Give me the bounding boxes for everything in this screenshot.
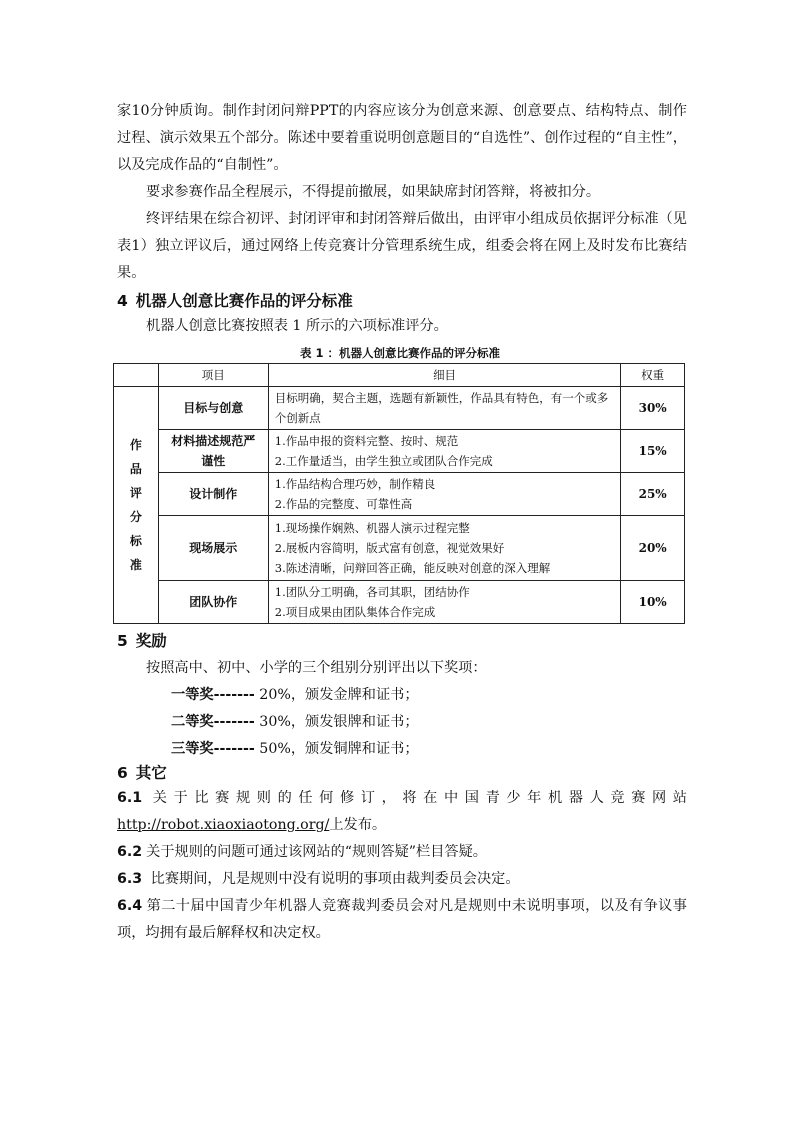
detail-line: 目标明确，契合主题，选题有新颖性，作品具有特色，有一个或多个创新点 [274,391,609,425]
award-desc: 20%，颁发金牌和证书； [254,687,419,703]
website-link[interactable]: http://robot.xiaoxiaotong.org/ [117,817,330,833]
section-5-number: 5 [117,632,128,650]
detail-line: 3.陈述清晰，问辩回答正确，能反映对创意的深入理解 [274,561,551,575]
award-item [171,736,419,763]
table-row [114,516,685,581]
rule-text: 关于规则的问题可通过该网站的“规则答疑”栏目答疑。 [146,844,487,860]
intro-paragraph-1: 家10分钟质询。制作封闭问辩PPT的内容应该分为创意来源、创意要点、结构特点、制作过程、演示效果五个部分。陈述中要着重说明创意题目的“自选性”、创作过程的“自主性”，以及完成作品的“自制性”。 [117,103,687,173]
section-5-heading [117,629,167,653]
detail-line: 1.现场操作娴熟、机器人演示过程完整 [274,521,470,535]
rule-text: 比赛期间，凡是规则中没有说明的事项由裁判委员会决定。 [146,871,520,887]
rule-text: 第二十届中国青少年机器人竞赛裁判委员会对凡是规则中未说明事项，以及有争议事项，均拥有最后解释权和决定权。 [117,898,687,941]
table-caption: 表 1 ：机器人创意比赛作品的评分标准 [299,346,500,360]
detail-cell [268,387,621,430]
award-item [171,682,419,709]
rule-item-6-3 [117,866,687,893]
award-desc: 30%，颁发银牌和证书； [254,714,419,730]
detail-line: 2.作品的完整度、可靠性高 [274,497,413,511]
section-5-text: 按照高中、初中、小学的三个组别分别评出以下奖项： [146,660,487,676]
table-header-row [114,364,685,387]
table-row [114,581,685,624]
detail-line: 1.作品结构合理巧妙，制作精良 [274,477,436,491]
intro-paragraph-3: 终评结果在综合初评、封闭评审和封闭答辩后做出，由评审小组成员依据评分标准（见表1）独立评议后，通过网络上传竞赛计分管理系统生成，组委会将在网上及时发布比赛结果。 [117,211,687,281]
section-6-title: 其它 [135,764,167,782]
item-cell: 现场展示 [158,516,268,581]
award-label: 二等奖------- [171,714,255,730]
award-desc: 50%，颁发铜牌和证书； [254,741,419,757]
award-label: 一等奖------- [171,687,255,703]
rule-number: 6.1 [117,790,143,806]
detail-line: 2.工作量适当，由学生独立或团队合作完成 [274,454,493,468]
rule-item-6-4 [117,893,687,947]
item-cell: 团队协作 [158,581,268,624]
weight-cell: 30% [621,387,685,430]
detail-line: 2.项目成果由团队集体合作完成 [274,605,436,619]
rule-number: 6.2 [117,844,143,860]
rule-item-6-2 [117,839,687,866]
rule-number: 6.3 [117,871,143,887]
detail-cell [268,516,621,581]
table-row [114,387,685,430]
weight-cell: 20% [621,516,685,581]
detail-cell [268,473,621,516]
rule-item-6-1 [117,785,687,839]
section-4-heading [117,289,353,313]
section-4-text: 机器人创意比赛按照表 1 所示的六项标准评分。 [146,318,448,334]
award-label: 三等奖------- [171,741,255,757]
table-header-item: 项目 [158,364,268,387]
detail-cell [268,581,621,624]
weight-cell: 15% [621,430,685,473]
section-6-heading [117,761,167,785]
item-cell: 材料描述规范严谨性 [158,430,268,473]
rule-number: 6.4 [117,898,143,914]
section-4-title: 机器人创意比赛作品的评分标准 [135,292,353,310]
table-header-blank [114,364,159,387]
section-5-title: 奖励 [135,632,167,650]
section-6-number: 6 [117,764,128,782]
weight-cell: 10% [621,581,685,624]
rule-text-tail: 上发布。 [329,817,387,833]
detail-line: 1.作品申报的资料完整、按时、规范 [274,434,459,448]
award-item [171,709,419,736]
rule-text: 关于比赛规则的任何修订，将在中国青少年机器人竞赛网站 [146,790,687,806]
section-4-number: 4 [117,292,128,310]
table-header-weight: 权重 [621,364,685,387]
detail-cell [268,430,621,473]
item-cell: 目标与创意 [158,387,268,430]
detail-line: 1.团队分工明确，各司其职，团结协作 [274,585,470,599]
scoring-table [113,363,685,624]
category-label: 作 品 评 分 标 准 [129,438,142,572]
table-row [114,473,685,516]
detail-line: 2.展板内容简明，版式富有创意，视觉效果好 [274,541,505,555]
item-cell: 设计制作 [158,473,268,516]
table-row [114,430,685,473]
table-header-detail: 细目 [268,364,621,387]
weight-cell: 25% [621,473,685,516]
category-cell [114,387,159,624]
intro-paragraph-2: 要求参赛作品全程展示，不得提前撤展，如果缺席封闭答辩，将被扣分。 [146,184,601,200]
